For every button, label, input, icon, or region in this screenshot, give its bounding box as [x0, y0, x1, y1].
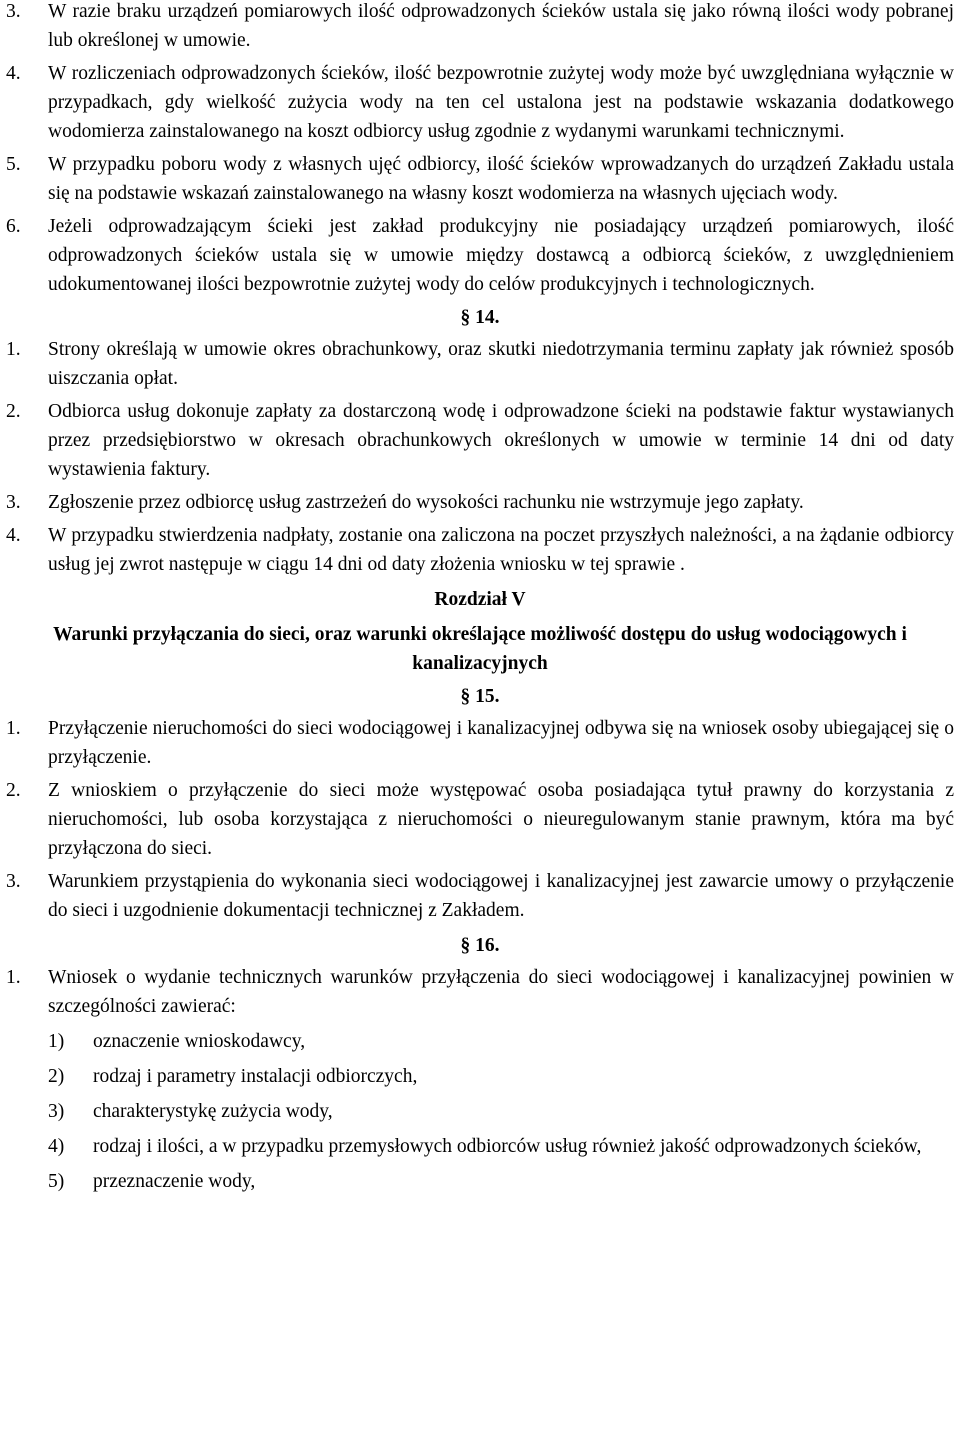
item-number: 3)	[48, 1101, 65, 1122]
list-item	[6, 1097, 954, 1126]
section-number: 16.	[475, 935, 500, 956]
item-number: 3.	[6, 871, 21, 892]
section-number: 14.	[475, 307, 500, 328]
paragraph-item	[6, 59, 954, 146]
paragraph-sign: §	[460, 686, 476, 707]
paragraph-item	[6, 776, 954, 863]
item-number: 2)	[48, 1066, 65, 1087]
item-number: 5.	[6, 154, 21, 175]
item-text: Odbiorca usług dokonuje zapłaty za dostarczoną wodę i odprowadzone ścieki na podstawie faktur wystawianych przez przedsiębiorstwo w okresach obrachunkowych określonych w umowie w terminie 14 dni od daty wystawienia faktury.	[48, 401, 954, 480]
item-number: 4.	[6, 63, 21, 84]
item-number: 3.	[6, 1, 21, 22]
chapter-header	[6, 585, 954, 678]
section-heading	[6, 682, 954, 711]
paragraph-sign: §	[460, 935, 476, 956]
paragraph-item	[6, 963, 954, 1021]
paragraph-item	[6, 521, 954, 579]
item-text: W przypadku poboru wody z własnych ujęć odbiorcy, ilość ścieków wprowadzanych do urządzeń Zakładu ustala się na podstawie wskazań zainstalowanego na własny koszt wodomierza na własnych ujęciach wody.	[48, 154, 954, 204]
item-text: przeznaczenie wody,	[93, 1171, 256, 1192]
paragraph-item	[6, 335, 954, 393]
item-text: Wniosek o wydanie technicznych warunków przyłączenia do sieci wodociągowej i kanalizacyjnej powinien w szczególności zawierać:	[48, 967, 954, 1017]
paragraph-item	[6, 867, 954, 925]
paragraph-item	[6, 714, 954, 772]
item-number: 1.	[6, 339, 21, 360]
paragraph-item	[6, 488, 954, 517]
item-number: 4.	[6, 525, 21, 546]
item-text: W rozliczeniach odprowadzonych ścieków, ilość bezpowrotnie zużytej wody może być uwzględniana wyłącznie w przypadkach, gdy wielkość zużycia wody na ten cel ustalona jest na podstawie wskazania dodatkowego wodomierza zainstalowanego na koszt odbiorcy usług zgodnie z wydanymi warunkami technicznymi.	[48, 63, 954, 142]
section-14	[6, 303, 954, 579]
item-text: Strony określają w umowie okres obrachunkowy, oraz skutki niedotrzymania terminu zapłaty jak również sposób uiszczania opłat.	[48, 339, 954, 389]
paragraph-item	[6, 0, 954, 55]
item-number: 6.	[6, 216, 21, 237]
item-number: 2.	[6, 780, 21, 801]
section-heading	[6, 303, 954, 332]
item-text: rodzaj i parametry instalacji odbiorczych,	[93, 1066, 418, 1087]
section-15	[6, 682, 954, 925]
item-number: 4)	[48, 1136, 65, 1157]
item-number: 1.	[6, 967, 21, 988]
item-number: 3.	[6, 492, 21, 513]
chapter-title: Rozdział V	[434, 589, 526, 610]
section-16	[6, 931, 954, 1196]
paragraph-item	[6, 397, 954, 484]
section-heading	[6, 931, 954, 960]
section-number: 15.	[475, 686, 500, 707]
item-text: Z wnioskiem o przyłączenie do sieci może występować osoba posiadająca tytuł prawny do korzystania z nieruchomości, lub osoba korzystająca z nieruchomości o nieuregulowanym stanie prawnym, która ma być przyłączona do sieci.	[48, 780, 954, 859]
item-text: W przypadku stwierdzenia nadpłaty, zostanie ona zaliczona na poczet przyszłych należności, a na żądanie odbiorcy usług jej zwrot następuje w ciągu 14 dni od daty złożenia wniosku w tej sprawie .	[48, 525, 954, 575]
item-text: Jeżeli odprowadzającym ścieki jest zakład produkcyjny nie posiadający urządzeń pomiarowych, ilość odprowadzonych ścieków ustala się w umowie między dostawcą a odbiorcą ścieków, z uwzględnieniem udokumentowanej ilości bezpowrotnie zużytej wody do celów produkcyjnych i technologicznych.	[48, 216, 954, 295]
item-number: 2.	[6, 401, 21, 422]
section-13	[6, 0, 954, 299]
paragraph-item	[6, 150, 954, 208]
item-text: oznaczenie wnioskodawcy,	[93, 1031, 306, 1052]
item-number: 1)	[48, 1031, 65, 1052]
item-text: Warunkiem przystąpienia do wykonania sieci wodociągowej i kanalizacyjnej jest zawarcie umowy o przyłączenie do sieci i uzgodnienie dokumentacji technicznej z Zakładem.	[48, 871, 954, 921]
item-text: Zgłoszenie przez odbiorcę usług zastrzeżeń do wysokości rachunku nie wstrzymuje jego zapłaty.	[48, 492, 804, 513]
paragraph-sign: §	[460, 307, 476, 328]
paragraph-item	[6, 212, 954, 299]
item-number: 5)	[48, 1171, 65, 1192]
item-text: charakterystykę zużycia wody,	[93, 1101, 333, 1122]
item-text: rodzaj i ilości, a w przypadku przemysłowych odbiorców usług również jakość odprowadzonych ścieków,	[93, 1136, 922, 1157]
list-item	[6, 1167, 954, 1196]
item-number: 1.	[6, 718, 21, 739]
list-item	[6, 1062, 954, 1091]
list-item	[6, 1027, 954, 1056]
item-text: W razie braku urządzeń pomiarowych ilość odprowadzonych ścieków ustala się jako równą ilości wody pobranej lub określonej w umowie.	[48, 1, 954, 51]
item-text: Przyłączenie nieruchomości do sieci wodociągowej i kanalizacyjnej odbywa się na wniosek osoby ubiegającej się o przyłączenie.	[48, 718, 954, 768]
list-item	[6, 1132, 954, 1161]
chapter-subtitle: Warunki przyłączania do sieci, oraz warunki określające możliwość dostępu do usług wodociągowych i kanalizacyjnych	[53, 624, 907, 674]
